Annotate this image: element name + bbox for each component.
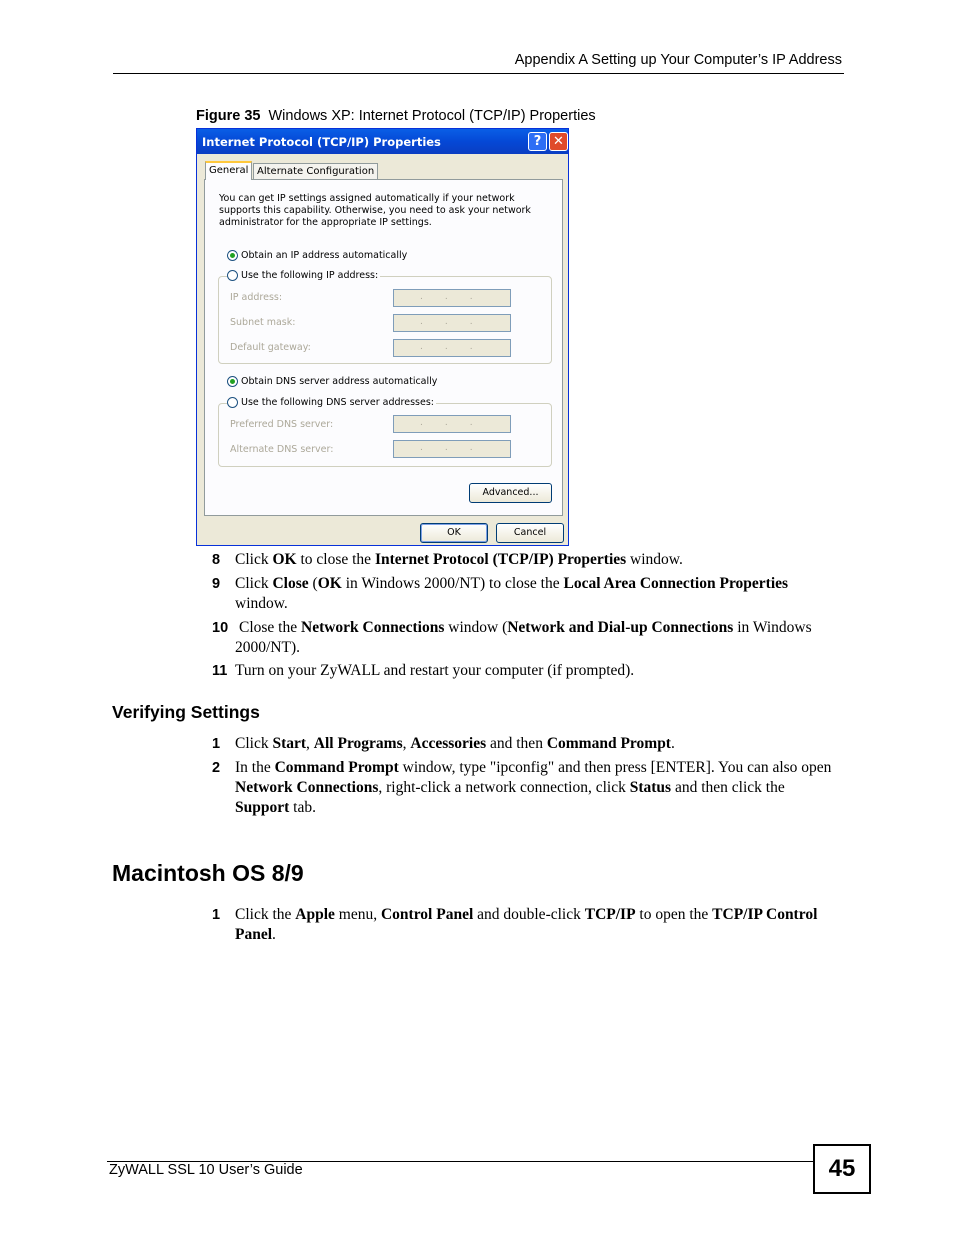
- step-text: Click the Apple menu, Control Panel and double-click TCP/IP to open the TCP/IP Control Panel.: [235, 906, 818, 943]
- step-number: 10: [212, 620, 229, 636]
- radio-unchecked-icon: [227, 270, 238, 281]
- radio-checked-icon: [227, 250, 238, 261]
- section-heading-macintosh: Macintosh OS 8/9: [112, 860, 304, 886]
- step-number: 11: [212, 663, 228, 679]
- step-item: [212, 618, 832, 658]
- step-number: 8: [212, 552, 221, 568]
- default-gateway-label: Default gateway:: [230, 342, 311, 353]
- alternate-dns-input[interactable]: ...: [393, 440, 511, 458]
- step-item: [212, 758, 832, 818]
- step-text: Click Close (OK in Windows 2000/NT) to close the Local Area Connection Properties window.: [235, 575, 789, 612]
- step-number: 1: [212, 736, 221, 752]
- radio-use-following-ip-label: Use the following IP address:: [241, 270, 379, 281]
- step-text: Close the Network Connections window (Network and Dial-up Connections in Windows 2000/NT).: [235, 619, 812, 656]
- step-text: Click OK to close the Internet Protocol (TCP/IP) Properties window.: [235, 551, 683, 568]
- close-icon[interactable]: ✕: [549, 132, 568, 151]
- step-text: Click Start, All Programs, Accessories and then Command Prompt.: [235, 735, 675, 752]
- step-item: [212, 574, 832, 614]
- running-header: Appendix A Setting up Your Computer’s IP Address: [514, 52, 842, 68]
- help-icon[interactable]: ?: [528, 132, 547, 151]
- dialog-titlebar: [197, 129, 568, 154]
- ip-address-label: IP address:: [230, 292, 283, 303]
- page-number: 45: [813, 1144, 871, 1194]
- radio-obtain-dns-auto-label: Obtain DNS server address automatically: [241, 376, 438, 387]
- dialog-description: You can get IP settings assigned automatically if your network supports this capability. Otherwise, you need to ask your network administrator for the appropriate IP settings.: [219, 193, 531, 228]
- step-number: 1: [212, 907, 221, 923]
- step-item: [212, 734, 832, 754]
- tab-alternate-configuration[interactable]: Alternate Configuration: [253, 163, 378, 180]
- header-rule: [113, 73, 844, 74]
- footer-guide-title: ZyWALL SSL 10 User’s Guide: [109, 1162, 303, 1178]
- step-item: [212, 905, 832, 945]
- step-number: 2: [212, 760, 221, 776]
- default-gateway-input[interactable]: ...: [393, 339, 511, 357]
- alternate-dns-label: Alternate DNS server:: [230, 444, 334, 455]
- radio-unchecked-icon: [227, 397, 238, 408]
- figure-caption: [196, 108, 596, 124]
- radio-checked-icon: [227, 376, 238, 387]
- step-text: Turn on your ZyWALL and restart your computer (if prompted).: [235, 662, 635, 679]
- radio-obtain-ip-auto-label: Obtain an IP address automatically: [241, 250, 408, 261]
- subnet-mask-input[interactable]: ...: [393, 314, 511, 332]
- cancel-button[interactable]: Cancel: [496, 523, 564, 543]
- advanced-button[interactable]: Advanced...: [469, 483, 552, 503]
- radio-use-following-ip[interactable]: [227, 270, 380, 281]
- preferred-dns-input[interactable]: ...: [393, 415, 511, 433]
- subnet-mask-label: Subnet mask:: [230, 317, 296, 328]
- figure-caption-text: Windows XP: Internet Protocol (TCP/IP) Properties: [268, 108, 596, 124]
- radio-obtain-dns-auto[interactable]: [227, 376, 439, 387]
- step-item: [212, 661, 832, 681]
- ip-address-input[interactable]: ...: [393, 289, 511, 307]
- step-number: 9: [212, 576, 221, 592]
- radio-obtain-ip-auto[interactable]: [227, 250, 409, 261]
- step-text: In the Command Prompt window, type "ipconfig" and then press [ENTER]. You can also open Network Connections, right-click a network connection, click Status and then click the Support tab.: [235, 759, 832, 816]
- tab-general[interactable]: General: [205, 161, 252, 180]
- general-tab-panel: [204, 179, 563, 516]
- section-heading-verifying: Verifying Settings: [112, 702, 260, 722]
- radio-use-following-dns-label: Use the following DNS server addresses:: [241, 397, 434, 408]
- tcpip-properties-dialog: [196, 128, 569, 546]
- dialog-title: Internet Protocol (TCP/IP) Properties: [202, 135, 441, 149]
- preferred-dns-label: Preferred DNS server:: [230, 419, 334, 430]
- ok-button[interactable]: OK: [420, 523, 488, 543]
- radio-use-following-dns[interactable]: [227, 397, 436, 408]
- step-item: [212, 550, 832, 570]
- figure-label: Figure 35: [196, 108, 261, 124]
